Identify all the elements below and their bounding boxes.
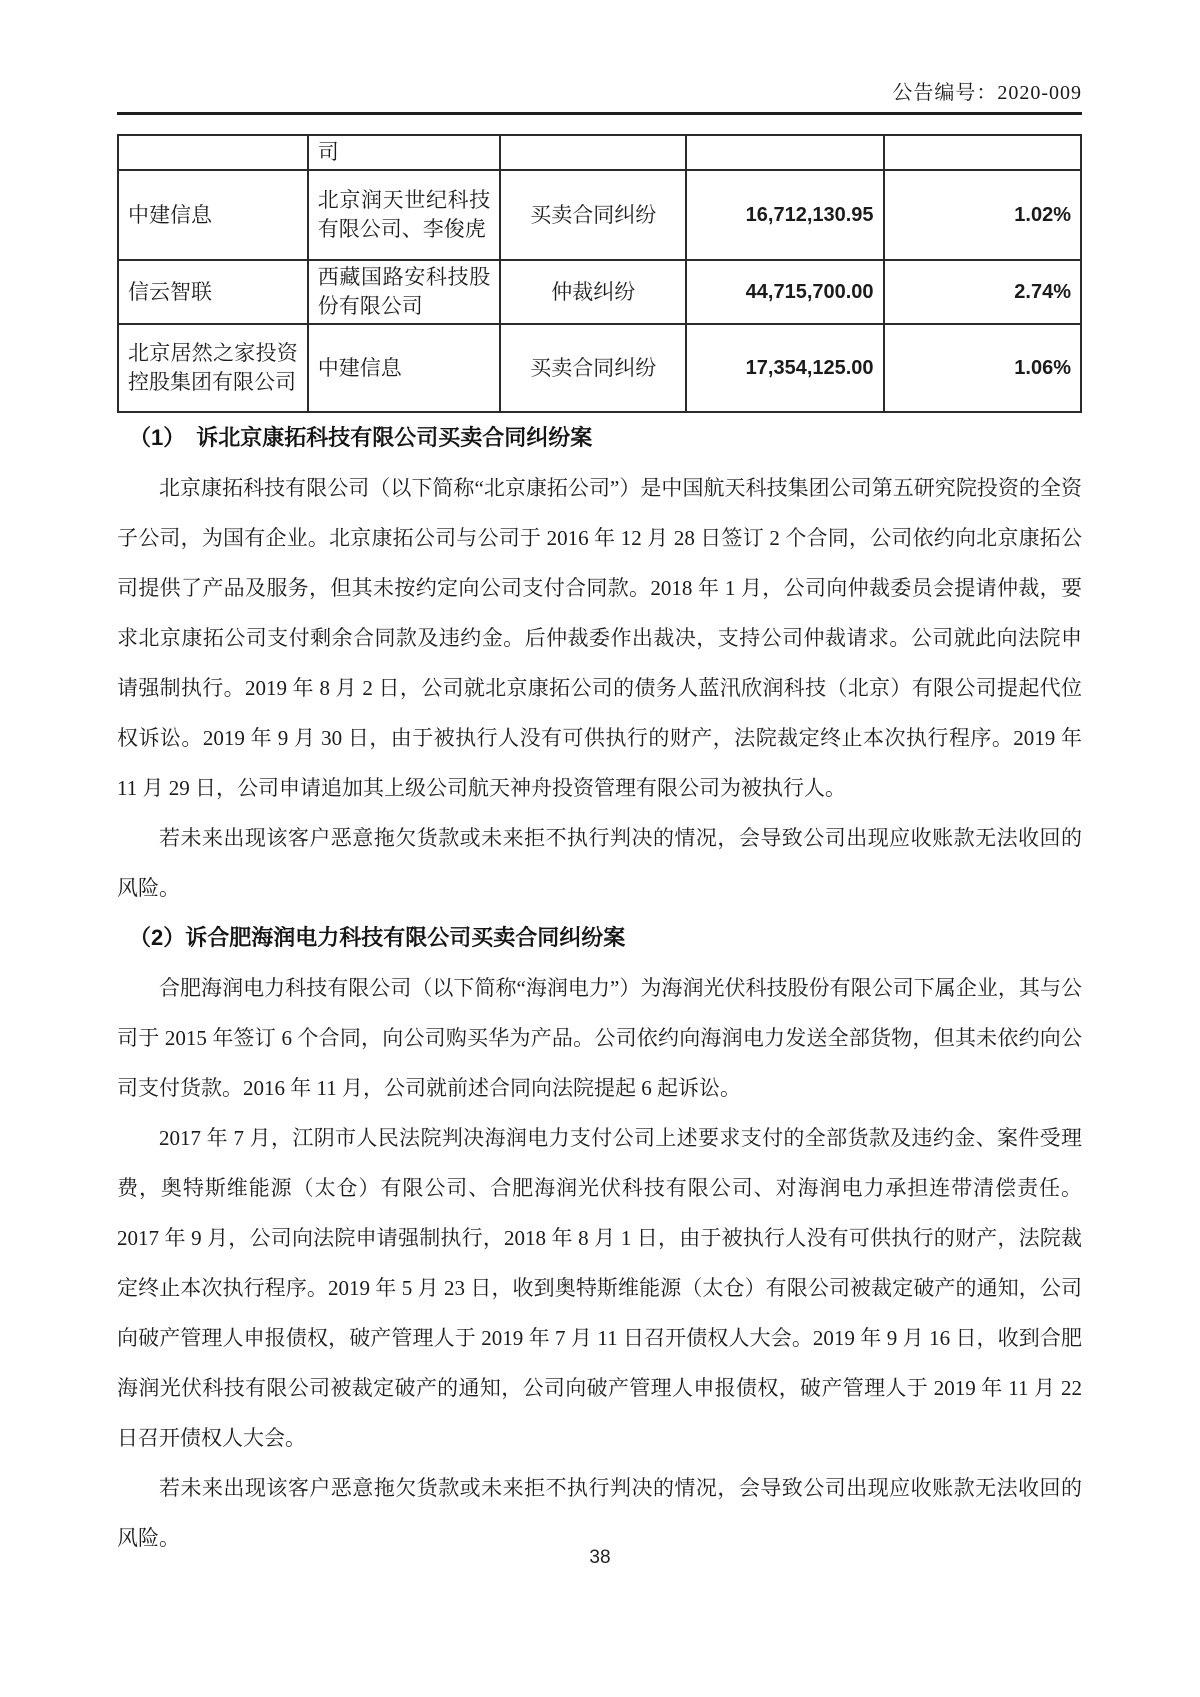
table-cell bbox=[118, 135, 308, 170]
lawsuit-table bbox=[117, 134, 1082, 413]
table-cell bbox=[686, 135, 883, 170]
header-divider bbox=[117, 112, 1082, 115]
table-cell: 买卖合同纠纷 bbox=[500, 324, 686, 412]
section-heading-2: （2）诉合肥海润电力科技有限公司买卖合同纠纷案 bbox=[129, 925, 626, 950]
table-cell: 1.06% bbox=[884, 324, 1081, 412]
table-row bbox=[118, 324, 1081, 412]
announcement-number: 公告编号：2020-009 bbox=[892, 82, 1082, 104]
section-heading-1: （1） 诉北京康拓科技有限公司买卖合同纠纷案 bbox=[129, 425, 593, 450]
table-cell: 西藏国路安科技股份有限公司 bbox=[308, 260, 501, 324]
paragraph: 合肥海润电力科技有限公司（以下简称“海润电力”）为海润光伏科技股份有限公司下属企业，其与公司于 2015 年签订 6 个合同，向公司购买华为产品。公司依约向海润电力发送全部货物，但其未依约向公司支付货款。2016 年 11 月，公司就前述合同向法院提起 6 起诉讼。 bbox=[117, 976, 1082, 1100]
table-cell: 中建信息 bbox=[118, 170, 308, 260]
table-cell: 仲裁纠纷 bbox=[500, 260, 686, 324]
table-cell: 44,715,700.00 bbox=[686, 260, 883, 324]
table-cell: 16,712,130.95 bbox=[686, 170, 883, 260]
table-row bbox=[118, 135, 1081, 170]
table-cell: 1.02% bbox=[884, 170, 1081, 260]
page-content bbox=[117, 0, 1082, 1563]
table-cell: 北京润天世纪科技有限公司、李俊虎 bbox=[308, 170, 501, 260]
table-cell: 司 bbox=[308, 135, 501, 170]
paragraph: 北京康拓科技有限公司（以下简称“北京康拓公司”）是中国航天科技集团公司第五研究院投资的全资子公司，为国有企业。北京康拓公司与公司于 2016 年 12 月 28 日签订 2 个合同，公司依约向北京康拓公司提供了产品及服务，但其未按约定向公司支付合同款。2018 年 1 月，公司向仲裁委员会提请仲裁，要求北京康拓公司支付剩余合同款及违约金。后仲裁委作出裁决，支持公司仲裁请求。公司就此向法院申请强制执行。2019 年 8 月 2 日，公司就北京康拓公司的债务人蓝汛欣润科技（北京）有限公司提起代位权诉讼。2019 年 9 月 30 日，由于被执行人没有可供执行的财产，法院裁定终止本次执行程序。2019 年 11 月 29 日，公司申请追加其上级公司航天神舟投资管理有限公司为被执行人。 bbox=[117, 476, 1082, 800]
table-cell bbox=[884, 135, 1081, 170]
page-number: 38 bbox=[589, 1547, 611, 1568]
paragraph: 2017 年 7 月，江阴市人民法院判决海润电力支付公司上述要求支付的全部货款及违约金、案件受理费，奥特斯维能源（太仓）有限公司、合肥海润光伏科技有限公司、对海润电力承担连带清偿责任。2017 年 9 月，公司向法院申请强制执行，2018 年 8 月 1 日，由于被执行人没有可供执行的财产，法院裁定终止本次执行程序。2019 年 5 月 23 日，收到奥特斯维能源（太仓）有限公司被裁定破产的通知，公司向破产管理人申报债权，破产管理人于 2019 年 7 月 11 日召开债权人大会。2019 年 9 月 16 日，收到合肥海润光伏科技有限公司被裁定破产的通知，公司向破产管理人申报债权，破产管理人于 2019 年 11 月 22 日召开债权人大会。 bbox=[117, 1126, 1082, 1450]
table-cell: 中建信息 bbox=[308, 324, 501, 412]
table-row bbox=[118, 170, 1081, 260]
paragraph: 若未来出现该客户恶意拖欠货款或未来拒不执行判决的情况，会导致公司出现应收账款无法收回的风险。 bbox=[117, 826, 1082, 900]
table-cell: 买卖合同纠纷 bbox=[500, 170, 686, 260]
table-row bbox=[118, 260, 1081, 324]
table-cell: 2.74% bbox=[884, 260, 1081, 324]
table-cell bbox=[500, 135, 686, 170]
table-cell: 北京居然之家投资控股集团有限公司 bbox=[118, 324, 308, 412]
paragraph: 若未来出现该客户恶意拖欠货款或未来拒不执行判决的情况，会导致公司出现应收账款无法收回的风险。 bbox=[117, 1476, 1082, 1550]
table-cell: 17,354,125.00 bbox=[686, 324, 883, 412]
table-cell: 信云智联 bbox=[118, 260, 308, 324]
